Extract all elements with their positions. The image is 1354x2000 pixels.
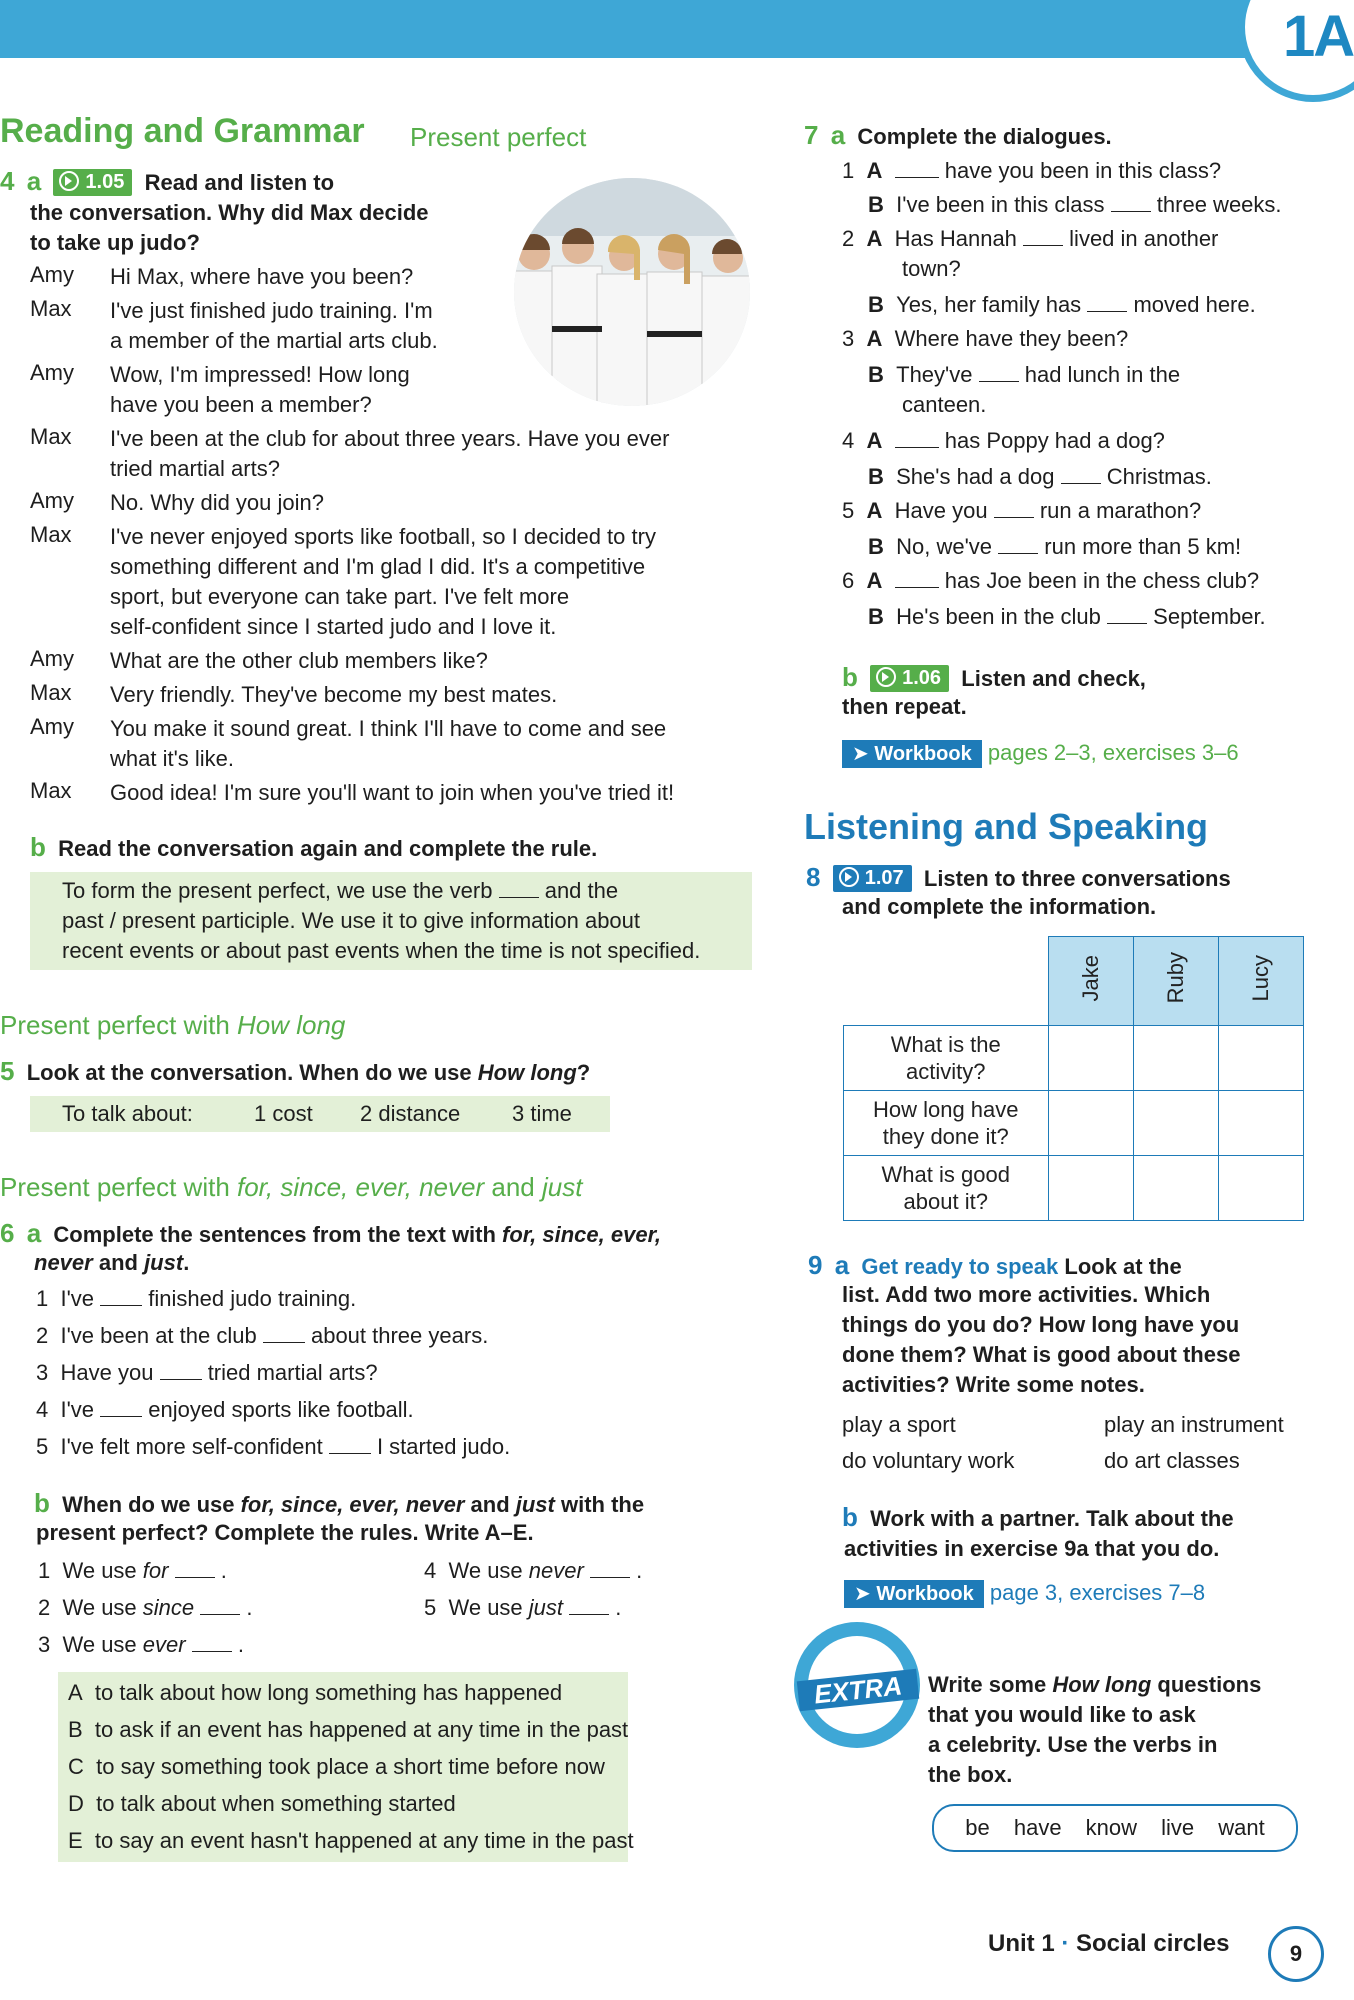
extra-line1: Write some How long questions <box>928 1672 1262 1697</box>
workbook-label: ➤ Workbook <box>842 740 982 768</box>
answer-blank[interactable] <box>895 159 939 178</box>
dialogue-3-b: B They've had lunch in the <box>868 362 1181 387</box>
rule-never: 4 We use never . <box>424 1558 643 1583</box>
answer-e: E to say an event hasn't happened at any time in the past <box>68 1828 634 1853</box>
speech-line: Good idea! I'm sure you'll want to join when you've tried it! <box>110 780 675 805</box>
footer-unit: Unit 1 · Social circles <box>988 1930 1230 1957</box>
answer-blank[interactable] <box>569 1596 609 1615</box>
answer-blank[interactable] <box>1111 193 1151 212</box>
workbook-ref-2[interactable]: ➤ Workbook page 3, exercises 7–8 <box>844 1578 1205 1608</box>
talk-about-label: To talk about: <box>62 1101 193 1126</box>
ex4a-line2: the conversation. Why did Max decide <box>30 200 429 225</box>
rule-ever: 3 We use ever . <box>38 1632 244 1657</box>
rule-for: 1 We use for . <box>38 1558 227 1583</box>
audio-icon <box>876 667 896 687</box>
answer-c: C to say something took place a short time before now <box>68 1754 605 1779</box>
sentence-1: 1 I've finished judo training. <box>36 1286 357 1311</box>
ex6a-line2: never and just. <box>34 1250 190 1275</box>
table-cell[interactable] <box>1048 1156 1133 1221</box>
judo-club-photo <box>512 176 752 408</box>
ex4a-line3: to take up judo? <box>30 230 200 255</box>
workbook-label: ➤ Workbook <box>844 1580 984 1608</box>
table-cell[interactable] <box>1218 1026 1303 1091</box>
answer-blank[interactable] <box>175 1559 215 1578</box>
answer-blank[interactable] <box>895 569 939 588</box>
row-label-activity: What is the activity? <box>844 1026 1049 1091</box>
answer-blank[interactable] <box>160 1361 202 1380</box>
ex9b-line1: b Work with a partner. Talk about the <box>842 1502 1234 1532</box>
speech-line: a member of the martial arts club. <box>110 328 438 353</box>
ex6b-line1: b When do we use for, since, ever, never and just with the <box>34 1488 645 1518</box>
answer-blank[interactable] <box>192 1633 232 1652</box>
info-table <box>843 936 1304 1221</box>
ex7b-line1: b 1.06 Listen and check, <box>842 662 1146 692</box>
ex6a-line1: 6 a Complete the sentences from the text with for, since, ever, <box>0 1218 662 1248</box>
speech-line: tried martial arts? <box>110 456 280 481</box>
listening-title: Listening and Speaking <box>804 806 1209 847</box>
answer-blank[interactable] <box>499 879 539 898</box>
extra-line3: a celebrity. Use the verbs in <box>928 1732 1218 1757</box>
row-label-good: What is good about it? <box>844 1156 1049 1221</box>
answer-blank[interactable] <box>994 499 1034 518</box>
speaker-max: Max <box>30 522 72 547</box>
table-cell[interactable] <box>1133 1156 1218 1221</box>
ex6b-line2: present perfect? Complete the rules. Write A–E. <box>36 1520 534 1545</box>
row-label-duration: How long have they done it? <box>844 1091 1049 1156</box>
dialogue-6-a: 6 A has Joe been in the chess club? <box>842 568 1260 593</box>
dialogue-5-a: 5 A Have you run a marathon? <box>842 498 1202 523</box>
audio-track-1-06[interactable]: 1.06 <box>870 665 949 692</box>
speech-line: Wow, I'm impressed! How long <box>110 362 410 387</box>
ex7b-line2: then repeat. <box>842 694 967 719</box>
speaker-max: Max <box>30 424 72 449</box>
option-cost[interactable]: 1 cost <box>254 1101 313 1126</box>
dialogue-4-b: B She's had a dog Christmas. <box>868 464 1212 489</box>
dialogue-5-b: B No, we've run more than 5 km! <box>868 534 1242 559</box>
dialogue-1-a: 1 A have you been in this class? <box>842 158 1222 183</box>
rule-line2: past / present participle. We use it to give information about <box>62 908 641 933</box>
answer-blank[interactable] <box>998 535 1038 554</box>
dialogue-6-b: B He's been in the club September. <box>868 604 1266 629</box>
table-cell[interactable] <box>1133 1091 1218 1156</box>
ex9a-line4: done them? What is good about these <box>842 1342 1241 1367</box>
speaker-amy: Amy <box>30 488 74 513</box>
speech-line: what it's like. <box>110 746 235 771</box>
dialogue-2-a-cont: town? <box>902 256 961 281</box>
col-header-jake: Jake <box>1048 937 1133 1026</box>
activity-item: do art classes <box>1104 1448 1240 1473</box>
top-banner <box>0 0 1354 58</box>
howlong-title: Present perfect with How long <box>0 1010 346 1040</box>
speaker-max: Max <box>30 680 72 705</box>
speech-line: I've never enjoyed sports like football, so I decided to try <box>110 524 656 549</box>
ex9a-line5: activities? Write some notes. <box>842 1372 1145 1397</box>
activity-item: do voluntary work <box>842 1448 1015 1473</box>
speech-line: What are the other club members like? <box>110 648 488 673</box>
answer-blank[interactable] <box>1023 227 1063 246</box>
speaker-max: Max <box>30 296 72 321</box>
speaker-amy: Amy <box>30 714 74 739</box>
answer-blank[interactable] <box>895 429 939 448</box>
speaker-amy: Amy <box>30 262 74 287</box>
speaker-amy: Amy <box>30 646 74 671</box>
verb-box: be have know live want <box>932 1804 1298 1852</box>
ex5-instruction: 5 Look at the conversation. When do we use How long? <box>0 1056 591 1086</box>
speech-line: self-confident since I started judo and I love it. <box>110 614 557 639</box>
dialogue-3-b-cont: canteen. <box>902 392 987 417</box>
speech-line: sport, but everyone can take part. I've felt more <box>110 584 570 609</box>
sentence-2: 2 I've been at the club about three years. <box>36 1323 489 1348</box>
ex9a-line3: things do you do? How long have you <box>842 1312 1240 1337</box>
speech-line: something different and I'm glad I did. It's a competitive <box>110 554 646 579</box>
answer-blank[interactable] <box>1107 605 1147 624</box>
sentence-5: 5 I've felt more self-confident I started judo. <box>36 1434 511 1459</box>
rule-line1: To form the present perfect, we use the verb and the <box>62 878 619 903</box>
speech-line: Hi Max, where have you been? <box>110 264 414 289</box>
answer-d: D to talk about when something started <box>68 1791 456 1816</box>
ex8-line2: and complete the information. <box>842 894 1157 919</box>
dialogue-1-b: B I've been in this class three weeks. <box>868 192 1282 217</box>
col-header-ruby: Ruby <box>1133 937 1218 1026</box>
answer-blank[interactable] <box>1061 465 1101 484</box>
speech-line: I've just finished judo training. I'm <box>110 298 433 323</box>
dialogue-3-a: 3 A Where have they been? <box>842 326 1129 351</box>
dialogue-2-a: 2 A Has Hannah lived in another <box>842 226 1219 251</box>
speaker-amy: Amy <box>30 360 74 385</box>
answer-blank[interactable] <box>100 1398 142 1417</box>
extra-line4: the box. <box>928 1762 1013 1787</box>
table-cell[interactable] <box>1133 1026 1218 1091</box>
answer-blank[interactable] <box>263 1324 305 1343</box>
forsince-title: Present perfect with for, since, ever, never and just <box>0 1172 583 1202</box>
answer-b: B to ask if an event has happened at any time in the past <box>68 1717 629 1742</box>
extra-line2: that you would like to ask <box>928 1702 1196 1727</box>
page-number: 9 <box>1268 1926 1324 1982</box>
answer-blank[interactable] <box>590 1559 630 1578</box>
reading-subtitle: Present perfect <box>410 122 587 152</box>
ex8-line1: 8 1.07 Listen to three conversations <box>806 862 1231 892</box>
col-header-lucy: Lucy <box>1218 937 1303 1026</box>
unit-badge: 1A <box>1238 0 1354 102</box>
activity-item: play a sport <box>842 1412 956 1437</box>
ex9a-line2: list. Add two more activities. Which <box>842 1282 1211 1307</box>
speech-line: Very friendly. They've become my best mates. <box>110 682 558 707</box>
answer-a: A to talk about how long something has happened <box>68 1680 563 1705</box>
speech-line: No. Why did you join? <box>110 490 324 515</box>
answer-blank[interactable] <box>979 363 1019 382</box>
rule-line3: recent events or about past events when the time is not specified. <box>62 938 701 963</box>
table-cell[interactable] <box>1218 1156 1303 1221</box>
speech-line: I've been at the club for about three years. Have you ever <box>110 426 670 451</box>
table-cell[interactable] <box>1048 1091 1133 1156</box>
option-distance[interactable]: 2 distance <box>360 1101 461 1126</box>
activity-item: play an instrument <box>1104 1412 1284 1437</box>
workbook-ref-1[interactable]: ➤ Workbook pages 2–3, exercises 3–6 <box>842 738 1239 768</box>
speech-line: You make it sound great. I think I'll have to come and see <box>110 716 667 741</box>
answer-blank[interactable] <box>1087 293 1127 312</box>
extra-label: EXTRA <box>797 1669 919 1711</box>
audio-track-1-05[interactable]: 1.05 <box>53 169 132 196</box>
ex4b-instruction: b Read the conversation again and complete the rule. <box>30 832 598 862</box>
ex9b-line2: activities in exercise 9a that you do. <box>844 1536 1220 1561</box>
answer-blank[interactable] <box>329 1435 371 1454</box>
sentence-3: 3 Have you tried martial arts? <box>36 1360 378 1385</box>
speech-line: have you been a member? <box>110 392 372 417</box>
rule-just: 5 We use just . <box>424 1595 622 1620</box>
sentence-4: 4 I've enjoyed sports like football. <box>36 1397 414 1422</box>
answer-blank[interactable] <box>100 1287 142 1306</box>
answer-blank[interactable] <box>200 1596 240 1615</box>
dialogue-4-a: 4 A has Poppy had a dog? <box>842 428 1165 453</box>
speaker-max: Max <box>30 778 72 803</box>
audio-track-1-07[interactable]: 1.07 <box>833 865 912 892</box>
audio-icon <box>59 171 79 191</box>
ex4a-line1: 4 a 1.05 Read and listen to <box>0 166 335 196</box>
option-time[interactable]: 3 time <box>512 1101 572 1126</box>
audio-icon <box>839 867 859 887</box>
dialogue-2-b: B Yes, her family has moved here. <box>868 292 1256 317</box>
ex7a-title: 7 a Complete the dialogues. <box>804 120 1112 150</box>
table-cell[interactable] <box>1048 1026 1133 1091</box>
reading-title: Reading and Grammar <box>0 112 365 150</box>
table-corner <box>844 937 1049 1026</box>
table-cell[interactable] <box>1218 1091 1303 1156</box>
ex9a-line1: 9 a Get ready to speak Look at the <box>808 1250 1182 1280</box>
rule-since: 2 We use since . <box>38 1595 253 1620</box>
